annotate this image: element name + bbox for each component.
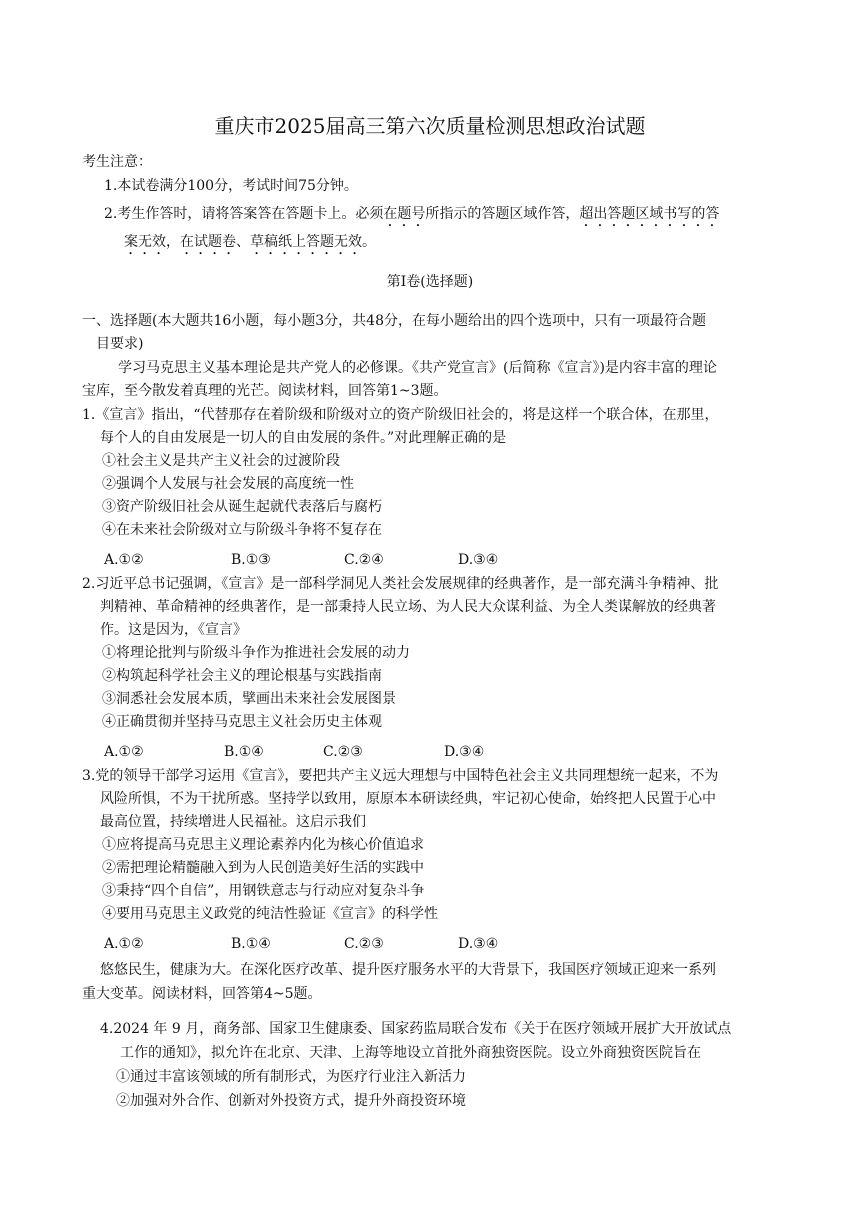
q3-stem-line-2: 风险所惧，不为干扰所惑。坚持学以致用，原原本本研读经典，牢记初心使命，始终把人民置于心中 [100, 791, 716, 807]
q4-stem-line-2: 工作的通知》，拟允许在北京、天津、上海等地设立首批外商独资医院。设立外商独资医院旨在 [120, 1045, 701, 1061]
q2-statement-1: ①将理论批判与阶级斗争作为推进社会发展的动力 [102, 645, 410, 661]
notice-item-2-part-c: 超出答题区域书写的答 [579, 206, 720, 222]
q3-choice-c: C.②③ [344, 936, 384, 952]
q2-choice-a: A.①② [104, 744, 144, 760]
q4-statement-1: ①通过丰富该领域的所有制形式，为医疗行业注入新活力 [116, 1069, 466, 1085]
q3-choice-b: B.①④ [231, 936, 271, 952]
q4-stem-line-1: 4.2024 年 9 月，商务部、国家卫生健康委、国家药监局联合发布《关于在医疗领域开展扩大开放试点 [100, 1021, 732, 1037]
intro1-line-1: 学习马克思主义基本理论是共产党人的必修课。《共产党宣言》(后简称《宣言》)是内容丰富的理论 [118, 360, 717, 376]
q4-statement-2: ②加强对外合作、创新对外投资方式，提升外商投资环境 [116, 1093, 466, 1109]
intro2-line-2: 重大变革。阅读材料，回答第4~5题。 [82, 986, 322, 1002]
q3-statement-4: ④要用马克思主义政党的纯洁性验证《宣言》的科学性 [102, 906, 438, 922]
q1-choice-a: A.①② [104, 552, 144, 568]
q1-statement-3: ③资产阶级旧社会从诞生起就代表落后与腐朽 [102, 499, 382, 515]
notice-item-2-part-d: 案无效，在试题卷、草稿纸上答题无效 [124, 234, 362, 250]
q3-statement-2: ②需把理论精髓融入到为人民创造美好生活的实践中 [102, 860, 424, 876]
q1-stem-line-2: 每个人的自由发展是一切人的自由发展的条件。”对此理解正确的是 [100, 430, 507, 446]
q3-choice-a: A.①② [104, 936, 144, 952]
intro2-line-1: 悠悠民生，健康为大。在深化医疗改革、提升医疗服务水平的大背景下，我国医疗领域正迎来一系列 [100, 962, 716, 978]
q2-stem-line-3: 作。这是因为，《宣言》 [100, 622, 247, 638]
q2-statement-4: ④正确贯彻并坚持马克思主义社会历史主体观 [102, 714, 382, 730]
q1-statement-2: ②强调个人发展与社会发展的高度统一性 [102, 476, 354, 492]
part1-heading-line-1: 一、选择题(本大题共16小题，每小题3分，共48分，在每小题给出的四个选项中，只有一项最符合题 [82, 313, 706, 329]
q1-statement-4: ④在未来社会阶级对立与阶级斗争将不复存在 [102, 522, 382, 538]
q3-stem-line-3: 最高位置，持续增进人民福祉。这启示我们 [100, 814, 366, 830]
notice-item-2-line-2 [124, 232, 376, 258]
notice-item-2-part-b: 所指示的答题区域作答， [425, 206, 580, 222]
notice-item-2-part-e: 。 [362, 234, 376, 250]
q3-statement-1: ①应将提高马克思主义理论素养内化为核心价值追求 [102, 837, 424, 853]
q1-choice-b: B.①③ [231, 552, 271, 568]
q3-statement-3: ③秉持“四个自信”，用钢铁意志与行动应对复杂斗争 [102, 883, 425, 899]
section-title: 第Ⅰ卷(选择题) [386, 274, 474, 290]
page-title: 重庆市2025届高三第六次质量检测思想政治试题 [214, 114, 646, 138]
q2-choice-d: D.③④ [444, 744, 485, 760]
intro1-line-2: 宝库，至今散发着真理的光芒。阅读材料，回答第1~3题。 [82, 383, 448, 399]
q1-stem-line-1: 1.《宣言》指出，“代替那存在着阶级和阶级对立的资产阶级旧社会的，将是这样一个联合体，在那里， [82, 407, 719, 423]
notice-item-1: 1.本试卷满分100分，考试时间75分钟。 [104, 178, 358, 194]
notice-heading: 考生注意： [82, 154, 152, 170]
q1-choice-c: C.②④ [344, 552, 384, 568]
q2-statement-3: ③洞悉社会发展本质，擘画出未来社会发展图景 [102, 691, 396, 707]
q1-statement-1: ①社会主义是共产主义社会的过渡阶段 [102, 453, 340, 469]
q2-choice-b: B.①④ [224, 744, 264, 760]
notice-item-2-emphasis: 在题号 [383, 206, 426, 222]
q3-stem-line-1: 3.党的领导干部学习运用《宣言》，要把共产主义远大理想与中国特色社会主义共同理想统一起来，不为 [82, 768, 719, 784]
notice-item-2-part-a: 2.考生作答时，请将答案答在答题卡上。必须 [104, 206, 384, 222]
notice-item-2-line-1 [104, 204, 719, 230]
q2-stem-line-2: 判精神、革命精神的经典著作，是一部秉持人民立场、为人民大众谋利益、为全人类谋解放的经典著 [100, 599, 716, 615]
q2-choice-c: C.②③ [323, 744, 363, 760]
q2-statement-2: ②构筑起科学社会主义的理论根基与实践指南 [102, 668, 382, 684]
part1-heading-line-2: 目要求) [96, 336, 144, 352]
q1-choice-d: D.③④ [458, 552, 499, 568]
q3-choice-d: D.③④ [458, 936, 499, 952]
q2-stem-line-1: 2.习近平总书记强调，《宣言》是一部科学洞见人类社会发展规律的经典著作，是一部充满斗争精神、批 [82, 576, 719, 592]
